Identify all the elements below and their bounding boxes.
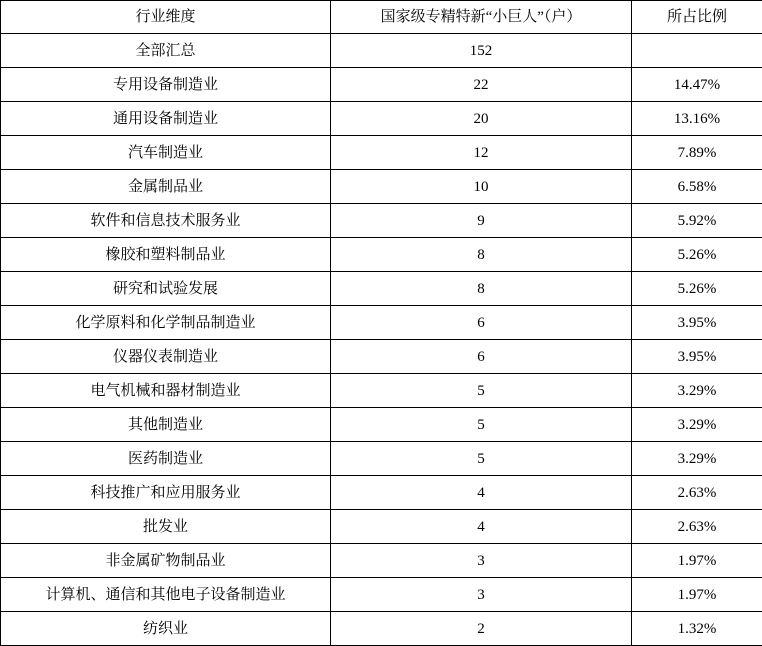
- table-row: [1, 374, 762, 408]
- cell-share: 7.89%: [632, 136, 762, 170]
- table-row: [1, 340, 762, 374]
- cell-count: 10: [331, 170, 632, 204]
- table-row: [1, 272, 762, 306]
- cell-share: [632, 34, 762, 68]
- cell-count: 4: [331, 476, 632, 510]
- cell-count: 12: [331, 136, 632, 170]
- cell-share: 14.47%: [632, 68, 762, 102]
- cell-share: 5.92%: [632, 204, 762, 238]
- cell-count: 8: [331, 272, 632, 306]
- table-row: [1, 442, 762, 476]
- cell-share: 5.26%: [632, 238, 762, 272]
- cell-dimension: 金属制品业: [1, 170, 331, 204]
- cell-dimension: 仪器仪表制造业: [1, 340, 331, 374]
- cell-dimension: 软件和信息技术服务业: [1, 204, 331, 238]
- cell-count: 4: [331, 510, 632, 544]
- cell-dimension: 纺织业: [1, 612, 331, 646]
- cell-dimension: 橡胶和塑料制品业: [1, 238, 331, 272]
- cell-count: 2: [331, 612, 632, 646]
- cell-share: 3.95%: [632, 340, 762, 374]
- table-row: [1, 544, 762, 578]
- cell-dimension: 研究和试验发展: [1, 272, 331, 306]
- table-row: [1, 238, 762, 272]
- cell-share: 3.29%: [632, 408, 762, 442]
- cell-share: 1.97%: [632, 544, 762, 578]
- cell-dimension: 电气机械和器材制造业: [1, 374, 331, 408]
- cell-count: 5: [331, 442, 632, 476]
- cell-share: 3.29%: [632, 442, 762, 476]
- cell-dimension: 化学原料和化学制品制造业: [1, 306, 331, 340]
- cell-count: 152: [331, 34, 632, 68]
- cell-count: 6: [331, 306, 632, 340]
- cell-dimension: 科技推广和应用服务业: [1, 476, 331, 510]
- cell-share: 1.32%: [632, 612, 762, 646]
- table-row: [1, 34, 762, 68]
- cell-count: 22: [331, 68, 632, 102]
- column-header-dimension: 行业维度: [1, 1, 331, 34]
- table-header: [1, 1, 762, 34]
- table-row: [1, 68, 762, 102]
- cell-share: 6.58%: [632, 170, 762, 204]
- table-row: [1, 306, 762, 340]
- table-row: [1, 136, 762, 170]
- cell-share: 1.97%: [632, 578, 762, 612]
- column-header-count: 国家级专精特新“小巨人”（户）: [331, 1, 632, 34]
- table-row: [1, 612, 762, 646]
- cell-dimension: 其他制造业: [1, 408, 331, 442]
- cell-share: 2.63%: [632, 510, 762, 544]
- table-row: [1, 204, 762, 238]
- cell-dimension: 非金属矿物制品业: [1, 544, 331, 578]
- cell-share: 5.26%: [632, 272, 762, 306]
- table-body: [1, 34, 762, 646]
- cell-dimension: 汽车制造业: [1, 136, 331, 170]
- cell-share: 3.29%: [632, 374, 762, 408]
- table-row: [1, 408, 762, 442]
- cell-count: 5: [331, 408, 632, 442]
- cell-count: 6: [331, 340, 632, 374]
- table-row: [1, 578, 762, 612]
- table-row: [1, 170, 762, 204]
- table-row: [1, 510, 762, 544]
- table-row: [1, 476, 762, 510]
- cell-count: 9: [331, 204, 632, 238]
- cell-dimension: 全部汇总: [1, 34, 331, 68]
- cell-count: 8: [331, 238, 632, 272]
- cell-count: 3: [331, 578, 632, 612]
- cell-dimension: 专用设备制造业: [1, 68, 331, 102]
- cell-share: 13.16%: [632, 102, 762, 136]
- cell-count: 5: [331, 374, 632, 408]
- cell-share: 2.63%: [632, 476, 762, 510]
- cell-dimension: 批发业: [1, 510, 331, 544]
- cell-dimension: 医药制造业: [1, 442, 331, 476]
- cell-count: 3: [331, 544, 632, 578]
- cell-dimension: 通用设备制造业: [1, 102, 331, 136]
- column-header-share: 所占比例: [632, 1, 762, 34]
- table-row: [1, 102, 762, 136]
- cell-count: 20: [331, 102, 632, 136]
- cell-dimension: 计算机、通信和其他电子设备制造业: [1, 578, 331, 612]
- table-header-row: [1, 1, 762, 34]
- cell-share: 3.95%: [632, 306, 762, 340]
